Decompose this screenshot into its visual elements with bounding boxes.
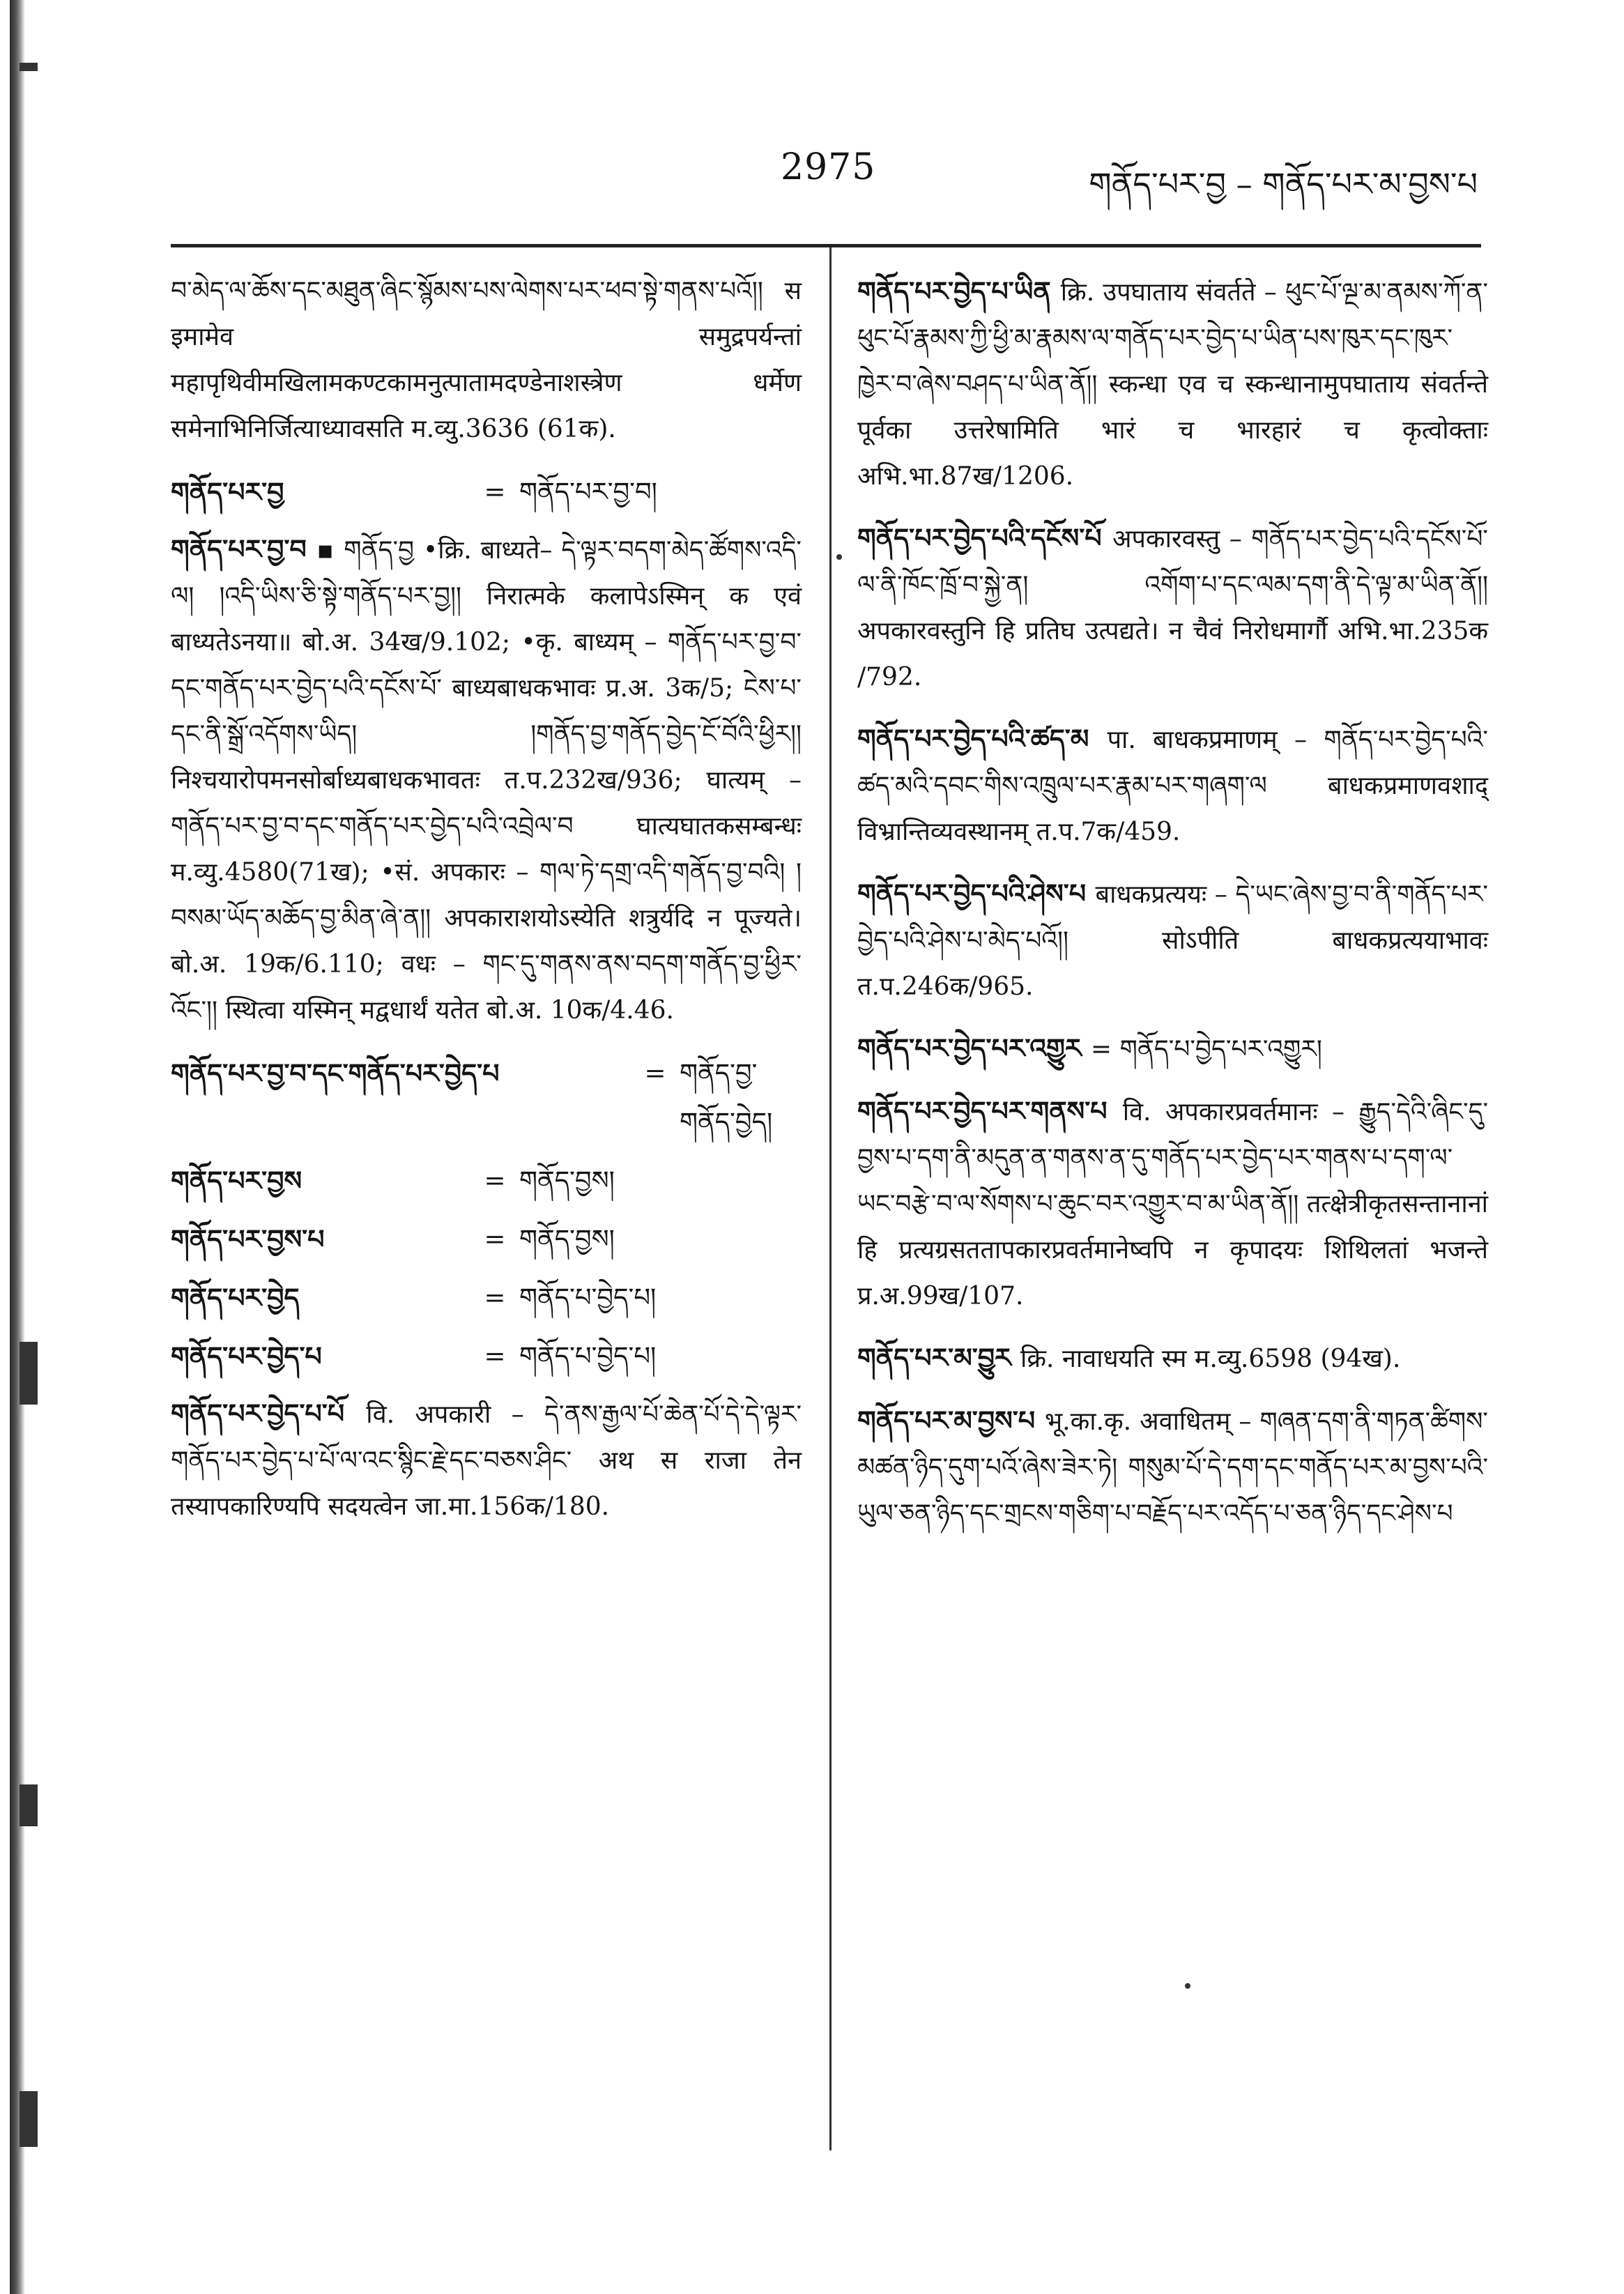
headword: གནོད་པར་བྱེད་པར་གནས་པ (857, 1096, 1123, 1126)
headword: གནོད་པར་བྱེད་པའི་ཚད་མ (857, 724, 1108, 754)
headword: གནོད་པར་བྱེད་པར་འགྱུར (857, 1033, 1091, 1064)
equals-sign: = (1090, 1035, 1120, 1064)
headword: གནོད་པར་བྱ (171, 477, 284, 507)
reference-target: གནོད་པ་བྱེད་པ། (519, 1283, 657, 1313)
column-divider (829, 247, 832, 2150)
equals-sign: = (484, 1165, 506, 1195)
entry-text: बाधकप्रत्ययः – དེ་ཡང་ཞེས་བྱ་བ་ནི་གནོད་པར་བྱེད་པའི་ཤེས་པ་མེད་པའོ།། सोऽपीति बाधकप्रत्ययाभावः त.प.246क/965. (857, 880, 1496, 1001)
header-rule (171, 244, 1481, 247)
dictionary-entry (857, 268, 1496, 500)
dictionary-entry (857, 871, 1496, 1010)
page-header (167, 139, 1478, 223)
cross-reference (171, 1156, 802, 1205)
headword: གནོད་པར་བྱ་བ་དང་གནོད་པར་བྱེད་པ (171, 1058, 500, 1089)
headword: གནོད་པར་བྱེད་པའི་ཤེས་པ (857, 878, 1096, 909)
reference-target: གནོད་པར་བྱ་བ། (519, 477, 657, 507)
cross-reference (171, 1332, 802, 1381)
dictionary-entry (171, 1391, 810, 1530)
cross-reference (171, 468, 802, 517)
entry-text: भू.का.कृ. अवाधितम् – གཞན་དག་ནི་གཏན་ཚིགས་མཚན་ཉིད་དུག་པའོ་ཞེས་ཟེར་ཏེ། གསུམ་པོ་དེ་དག་དང་གནོད་པར་མ་བྱས་པའི་ཡུལ་ཅན་ཉིད་དང་གྲངས་གཅིག་པ་བརྗོད་པར་འདོད་པ་ཅན་ཉིད་དང་ཤེས་པ (857, 1407, 1488, 1528)
reference-target: གནོད་པ་བྱེད་པ། (519, 1341, 657, 1371)
entry-text: अपकारवस्तु – གནོད་པར་བྱེད་པའི་དངོས་པོ་ལ་ནི་ཁོང་ཁྲོ་བ་སྐྱེ་ན། འགོག་པ་དང་ལམ་དག་ནི་དེ་ལྟ་མ་ཡིན་ནོ།། अपकारवस्तुनि हि प्रतिघ उत्पद्यते। न चैवं निरोधमार्गौ अभि.भा.235क /792. (857, 525, 1496, 691)
cross-reference (171, 1049, 802, 1147)
cross-reference (857, 1025, 1488, 1073)
scan-binding-edge (10, 0, 25, 2294)
cross-reference (171, 1274, 802, 1322)
equals-sign: = (644, 1058, 666, 1088)
reference-target: གནོད་བྱས། (519, 1224, 615, 1254)
reference-target: གནོད་བྱས། (519, 1165, 615, 1195)
entry-text: पा. बाधकप्रमाणम् – གནོད་པར་བྱེད་པའི་ཚད་མའི་དབང་གིས་འཁྲུལ་པར་རྣམ་པར་གཞག་ལ बाधकप्रमाणवशाद् विभ्रान्तिव्यवस्थानम् त.प.7क/459. (857, 726, 1496, 846)
headword: གནོད་པར་བྱེད་པ་པོ (171, 1398, 367, 1429)
entry-text: क्रि. उपघाताय संवर्तते – ཕུང་པོ་ལྔ་མ་ནམས་ཀོ་ན་ཕུང་པོ་རྣམས་ཀྱི་ཕྱི་མ་རྣམས་ལ་གནོད་པར་བྱེད་པ་ཡིན་པས་ཁུར་དང་ཁུར་ཁྱེར་བ་ཞེས་བཤད་པ་ཡིན་ནོ།། स्कन्धा एव च स्कन्धानामुपघाताय संवर्तन्ते पूर्वका उत्तरेषामिति भारं च भारहारं च कृत्वोक्ताः अभि.भा.87ख/1206. (857, 278, 1496, 491)
entry-continued (171, 268, 810, 452)
dictionary-entry (171, 526, 810, 1034)
headword: གནོད་པར་བྱས (171, 1165, 302, 1196)
edge-mark-3 (20, 1784, 38, 1826)
entry-text: वि. अपकारी – དེ་ནས་རྒྱལ་པོ་ཆེན་པོ་དེ་དེ་ལྟར་གནོད་པར་བྱེད་པ་པོ་ལ་འང་སྙིང་རྗེ་དང་བཅས་ཤིང་ अथ स राजा तेन तस्यापकारिण्यपि सदयत्वेन जा.मा.156क/180. (171, 1400, 810, 1521)
dictionary-entry (857, 1398, 1488, 1537)
dictionary-entry (857, 716, 1496, 855)
reference-target: གནོད་བྱ་གནོད་བྱེད། (680, 1058, 773, 1137)
headword: གནོད་པར་བྱེད་པ (171, 1341, 322, 1372)
entry-text: བ་མེད་ལ་ཆོས་དང་མཐུན་ཞིང་སྙོམས་པས་ལེགས་པར་ཕབ་སྟེ་གནས་པའོ།། स इमामेव समुद्रपर्यन्तां महापृथिवीमखिलामकण्टकामनुत्पातामदण्डेनाशस्त्रेण धर्मेण समेनाभिनिर्जित्याध्यावसति म.व्यु.3636 (61क). (171, 277, 810, 443)
page-number: 2975 (781, 146, 876, 188)
stray-dot (1185, 1983, 1190, 1989)
edge-mark-2 (20, 1342, 38, 1405)
edge-mark-4 (20, 2091, 38, 2147)
equals-sign: = (484, 1283, 506, 1313)
headword: གནོད་པར་མ་བྱུར (857, 1343, 1021, 1373)
equals-sign: = (484, 477, 506, 507)
stray-dot (836, 554, 842, 560)
entry-text: ▪ གནོད་བྱ •क्रि. बाध्यते– དེ་ལྟར་བདག་མེད་ཚོགས་འདི་ལ། །འདི་ཡིས་ཅི་སྟེ་གནོད་པར་བྱ།། निरात्मके कलापेऽस्मिन् क एवं बाध्यतेऽनया॥ बो.अ. 34ख/9.102; •कृ. बाध्यम् – གནོད་པར་བྱ་བ་དང་གནོད་པར་བྱེད་པའི་དངོས་པོ་ बाध्यबाधकभावः प्र.अ. 3क/5; ངེས་པ་དང་ནི་སྒྲོ་འདོགས་ཡིད། །གནོད་བྱ་གནོད་བྱེད་ངོ་བོའི་ཕྱིར།། निश्चयारोपमनसोर्बाध्यबाधकभावतः त.प.232ख/936; घात्यम् – གནོད་པར་བྱ་བ་དང་གནོད་པར་བྱེད་པའི་འབྲེལ་བ घात्यघातकसम्बन्धः म.व्यु.4580(71ख); •सं. अपकारः – གལ་ཏེ་དགྲ་འདི་གནོད་བྱ་བའི། །བསམ་ཡོད་མཆོད་བྱ་མིན་ཞེ་ན།། अपकाराशयोऽस्येति शत्रुर्यदि न पूज्यते। बो.अ. 19क/6.110; वधः – གང་དུ་གནས་ནས་བདག་གནོད་བྱ་ཕྱིར་འོང་།། स्थित्वा यस्मिन् मद्वधार्थं यतेत बो.अ. 10क/4.46. (171, 536, 810, 1025)
headword: གནོད་པར་བྱེད (171, 1283, 300, 1313)
running-head: གནོད་པར་བྱ – གནོད་པར་མ་བྱས་པ (1089, 165, 1478, 203)
right-column (857, 268, 1496, 1552)
headword: གནོད་པར་བྱ་བ (171, 534, 317, 565)
equals-sign: = (484, 1224, 506, 1254)
reference-target: གནོད་པ་བྱེད་པར་འགྱུར། (1119, 1035, 1322, 1064)
entry-text: क्रि. नावाधयति स्म म.व्यु.6598 (94ख). (1020, 1345, 1401, 1373)
left-column (171, 268, 810, 1545)
headword: གནོད་པར་བྱེད་པ་ཡིན (857, 276, 1061, 307)
edge-mark-1 (20, 63, 38, 71)
equals-sign: = (484, 1341, 506, 1371)
headword: གནོད་པར་བྱས་པ (171, 1224, 325, 1255)
headword: གནོད་པར་བྱེད་པའི་དངོས་པོ (857, 523, 1112, 553)
entry-text: वि. अपकारप्रवर्तमानः – རྒྱུད་དེའི་ཞིང་དུ་བྱས་པ་དག་ནི་མདུན་ན་གནས་ན་དུ་གནོད་པར་བྱེད་པར་གནས་པ་དག་ལ་ཡང་བརྩེ་བ་ལ་སོགས་པ་ཆུང་བར་འགྱུར་བ་མ་ཡིན་ནོ།། तत्क्षेत्रीकृतसन्तानानां हि प्रत्यग्रसततापकारप्रवर्तमानेष्वपि न कृपादयः शिथिलतां भजन्ते प्र.अ.99ख/107. (857, 1098, 1496, 1310)
dictionary-entry (857, 1088, 1496, 1320)
dictionary-entry (857, 1335, 1488, 1382)
dictionary-entry (857, 515, 1496, 701)
cross-reference (171, 1215, 802, 1264)
headword: གནོད་པར་མ་བྱས་པ (857, 1405, 1045, 1436)
